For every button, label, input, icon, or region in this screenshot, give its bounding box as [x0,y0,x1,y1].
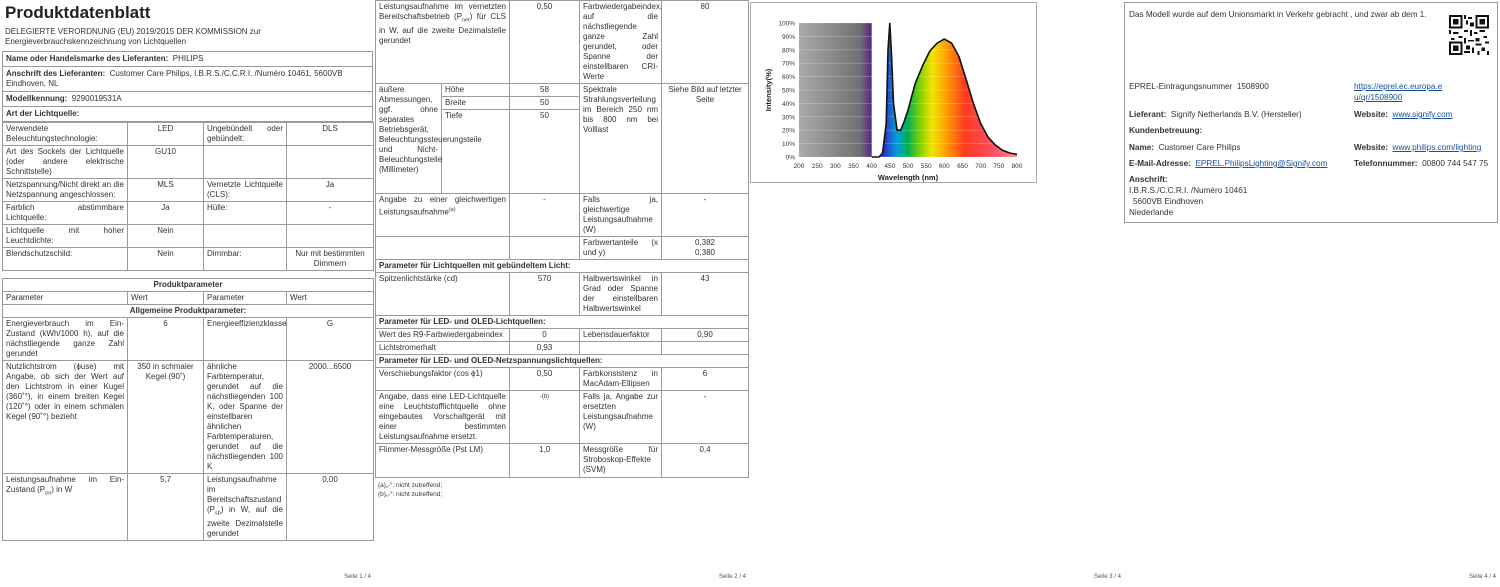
onmode-power-tail: ) in W [51,485,73,494]
depth-label: Tiefe [442,110,510,194]
table-row [3,361,374,474]
replace-power-value: - [662,391,749,444]
net-standby-tail: ) für CLS in W, auf die zweite Dezimalstelle gerundet [379,12,506,45]
y-tick-label: 20% [781,127,795,135]
envelope-label: Hülle: [204,202,287,225]
model-row [2,92,373,107]
macadam-value: 6 [662,368,749,391]
tech-value: LED [128,123,204,146]
col-value-header: Wert [128,292,204,305]
onmode-power-sub: on [45,490,52,497]
envelope-value: - [287,202,374,225]
col-value-header: Wert [287,292,374,305]
equiv-power-value: - [662,194,749,237]
y-tick-label: 90% [781,33,795,41]
page-2 [375,0,750,587]
table-row [376,316,749,329]
cri-value: 80 [662,1,749,84]
replace-value: -(b) [510,391,580,444]
mains-header: Parameter für LED- und OLED-Netzspannungslichtquellen: [376,355,749,368]
empty-cell [376,237,510,260]
net-standby-label [376,1,510,84]
chroma-value [662,237,749,260]
eprel-label: EPREL-Eintragungsnummer [1129,82,1233,91]
x-tick-label: 500 [902,163,914,170]
tunable-label: Farblich abstimmbare Lichtquelle: [3,202,128,225]
dimmable-value: Nur mit bestimmten Dimmern [287,248,374,271]
table-row [3,225,374,248]
table-row [376,260,749,273]
col-param-header: Parameter [3,292,128,305]
antiglare-value: Nein [128,248,204,271]
table-row [376,1,749,84]
replace-label: Angabe, dass eine LED-Lichtquelle eine Leuchtstofflichtquelle ohne eingebautes Vorschaltgerät mit einer bestimmten Leistungsaufnahme ersetzt. [376,391,510,444]
page-number: Seite 1 / 4 [343,573,371,580]
peak-label: Spitzenlichtstärke (cd) [376,273,510,316]
x-tick-label: 200 [793,163,805,170]
flicker-label: Flimmer-Messgröße (Pst LM) [376,444,510,478]
width-label: Breite [442,97,510,110]
page-number: Seite 2 / 4 [718,573,746,580]
phone-row [1354,158,1499,169]
chroma-x: 0,382 [694,238,716,247]
table-row [376,444,749,478]
service-website-link[interactable]: www.philips.com/lighting [1392,143,1482,152]
x-tick-label: 300 [829,163,841,170]
footnote-b: (b)„-“: nicht zutreffend; [378,491,443,498]
energy-consumption-value: 6 [128,318,204,361]
eprel-number-row [1129,81,1349,92]
height-value: 58 [510,84,580,97]
maintenance-value: 0,93 [510,342,580,355]
lifetime-value: 0,90 [662,329,749,342]
standby-power-sub: sb [215,510,221,517]
cap-value: GU10 [128,146,204,179]
table-row [3,146,374,179]
eprel-box [1124,2,1498,223]
empty-cell [287,146,374,179]
type-header: Art der Lichtquelle: [2,107,373,122]
x-tick-label: 550 [920,163,932,170]
equiv-value: - [510,194,580,237]
supplier-address-row [2,67,373,92]
y-tick-label: 60% [781,74,795,82]
supplier-value: Signify Netherlands B.V. (Hersteller) [1170,110,1302,119]
spectral-label: Spektrale Strahlungsverteilung im Bereich 250 nm bis 800 nm bei Volllast [580,84,662,194]
net-standby-value: 0,50 [510,1,580,84]
general-params-header: Allgemeine Produktparameter: [3,305,374,318]
dimmable-label: Dimmbar: [204,248,287,271]
energy-class-value: G [287,318,374,361]
empty-cell [510,237,580,260]
email-link[interactable]: EPREL.PhilipsLighting@Signify.com [1195,159,1328,168]
address-block [1129,174,1349,218]
website-label: Website: [1354,110,1388,119]
tunable-value: Ja [128,202,204,225]
cct-value: 2000...6500 [287,361,374,474]
lifetime-label: Lebensdauerfaktor [580,329,662,342]
supplier-address-label: Anschrift des Lieferanten: [6,69,106,78]
page2-table [375,0,749,478]
directional-label: Ungebündelt oder gebündelt: [204,123,287,146]
onmode-power-text: Leistungsaufnahme im Ein-Zustand (P [6,475,124,494]
equiv-sup: (a) [448,207,456,213]
table-row [3,305,374,318]
table-row [376,237,749,260]
cls-label: Vernetzte Lichtquelle (CLS): [204,179,287,202]
luminous-flux-value: 350 in schmaler Kegel (90˚) [128,361,204,474]
col-param-header: Parameter [204,292,287,305]
supplier-name-value: PHILIPS [172,54,204,63]
maintenance-label: Lichtstromerhalt [376,342,510,355]
supplier-name-row [2,51,373,67]
x-tick-label: 800 [1011,163,1023,170]
supplier-website-link[interactable]: www.signify.com [1392,110,1453,119]
table-row [3,248,374,271]
standby-power-label [204,474,287,541]
x-tick-label: 600 [938,163,950,170]
address-label: Anschrift: [1129,175,1168,184]
replace-power-label: Falls ja, Angabe zur ersetzten Leistungsaufnahme (W) [580,391,662,444]
standby-power-text: Leistungsaufnahme im Bereitschaftszustand (P [207,475,282,514]
dimensions-label: äußere Abmessungen, ggf. ohne separates Betriebsgerät, Beleuchtungssteuerungsteile und Nicht-Beleuchtungsteile (Millimeter) [376,84,442,194]
name-value: Customer Care Philips [1158,143,1241,152]
name-label: Name: [1129,143,1155,152]
table-row [376,273,749,316]
energy-consumption-label: Energieverbrauch im Ein-Zustand (kWh/1000 h), auf die nächstliegende ganze Zahl gerundet [3,318,128,361]
type-table [2,122,374,541]
energy-class-label: Energieeffizienzklasse [204,318,287,361]
directional-header: Parameter für Lichtquellen mit gebündeltem Licht: [376,260,749,273]
email-label: E-Mail-Adresse: [1129,159,1191,168]
service-label: Kundenbetreuung: [1129,126,1203,135]
page-number: Seite 3 / 4 [1093,573,1121,580]
table-row [3,292,374,305]
y-axis-ticks [778,21,795,162]
x-tick-label: 700 [975,163,987,170]
mains-value: MLS [128,179,204,202]
mains-label: Netzspannung/Nicht direkt an die Netzspannung angeschlossen: [3,179,128,202]
product-params-header: Produktparameter [3,279,374,292]
dpf-value: 0,50 [510,368,580,391]
table-row [3,202,374,225]
table-row [376,194,749,237]
email-row [1129,158,1351,169]
supplier-name-label: Name oder Handelsmarke des Lieferanten: [6,54,169,63]
page-number: Seite 4 / 4 [1468,573,1496,580]
table-row [3,318,374,361]
cap-label: Art des Sockels der Lichtquelle (oder andere elektrische Schnittstelle) [3,146,128,179]
table-row [3,474,374,541]
empty-cell [580,342,662,355]
r9-value: 0 [510,329,580,342]
eprel-value: 1508900 [1236,82,1269,91]
supplier-label: Lieferant: [1129,110,1167,119]
y-tick-label: 80% [781,47,795,55]
empty-cell [662,342,749,355]
x-tick-label: 350 [848,163,859,170]
width-value: 50 [510,97,580,110]
spectral-chart-svg [751,3,1036,182]
y-tick-label: 50% [781,87,795,95]
equiv-power-label: Falls ja, gleichwertige Leistungsaufnahme (W) [580,194,662,237]
y-tick-label: 10% [781,141,795,149]
x-tick-label: 650 [957,163,968,170]
beam-label: Halbwertswinkel in Grad oder Spanne der einstellbaren Halbwertswinkel [580,273,662,316]
address-line: 5600VB Eindhoven [1133,197,1204,206]
net-standby-sub: net [462,17,470,24]
table-row [376,329,749,342]
antiglare-label: Blendschutzschild: [3,248,128,271]
empty-cell [204,225,287,248]
supplier-address-value: Customer Care Philips, I.B.R.S./C.C.R.I. /Numéro 10461, 5600VB Eindhoven, NL [6,69,343,88]
onmode-power-value: 5,7 [128,474,204,541]
website-label: Website: [1354,143,1388,152]
depth-value: 50 [510,110,580,194]
footnote-a: (a)„-“: nicht zutreffend; [378,482,443,489]
phone-label: Telefonnummer: [1354,159,1418,168]
spectral-value: Siehe Bild auf letzter Seite [662,84,749,194]
chroma-y: 0,380 [694,248,716,257]
table-row [3,279,374,292]
directional-value: DLS [287,123,374,146]
spacer [3,271,374,279]
page-1 [0,0,375,587]
table-row [376,342,749,355]
y-tick-label: 0% [785,154,795,162]
x-axis-ticks [794,163,1023,170]
cct-label: ähnliche Farbtemperatur, gerundet auf die nächstliegenden 100 K, oder Spanne der einstellbaren ähnlichen Farbtemperaturen, gerundet auf die nächstliegenden 100 K [204,361,287,474]
chroma-label: Farbwertanteile (x und y) [580,237,662,260]
y-axis-label: Intensity(%) [764,68,773,112]
regulation-text: DELEGIERTE VERORDNUNG (EU) 2019/2015 DER KOMMISSION zur Energieverbrauchskennzeichnung von Lichtquellen [5,27,261,46]
table-row [3,123,374,146]
empty-cell [287,225,374,248]
r9-label: Wert des R9-Farbwiedergabeindex [376,329,510,342]
tech-label: Verwendete Beleuchtungstechnologie: [3,123,128,146]
dpf-label: Verschiebungsfaktor (cos ϕ1) [376,368,510,391]
eprel-link[interactable]: https://eprel.ec.europa.eu/qr/1508900 [1354,82,1443,102]
model-value: 9290019531A [71,94,122,103]
svm-label: Messgröße für Stroboskop-Effekte (SVM) [580,444,662,478]
net-standby-text: Leistungsaufnahme im vernetzten Bereitschaftsbetrieb (P [379,2,506,21]
market-text: Das Modell wurde auf dem Unionsmarkt in Verkehr gebracht , und zwar ab dem 1. [1129,10,1427,19]
qr-code-icon[interactable] [1449,15,1489,55]
table-row [3,179,374,202]
led-header: Parameter für LED- und OLED-Lichtquellen: [376,316,749,329]
beam-value: 43 [662,273,749,316]
page-title: Produktdatenblatt [5,3,151,22]
height-label: Höhe [442,84,510,97]
phone-value: 00800 744 547 75 [1422,159,1489,168]
hl-value: Nein [128,225,204,248]
x-axis-label: Wavelength (nm) [877,173,939,182]
peak-value: 570 [510,273,580,316]
equiv-text: Angabe zu einer gleichwertigen Leistungsaufnahme [379,195,506,217]
standby-power-value: 0,00 [287,474,374,541]
table-row [376,391,749,444]
supplier-row [1129,109,1349,120]
cri-label: Farbwiedergabeindex, auf die nächstliegende ganze Zahl gerundet, oder Spanne der einstellbaren CRI-Werte [580,1,662,84]
table-row [376,368,749,391]
spectral-chart [750,2,1037,183]
cls-value: Ja [287,179,374,202]
address-line: I.B.R.S./C.C.R.I. /Numéro 10461 [1129,186,1248,195]
address-line: Niederlande [1129,208,1174,217]
macadam-label: Farbkonsistenz in MacAdam-Ellipsen [580,368,662,391]
x-tick-label: 750 [993,163,1005,170]
svm-value: 0,4 [662,444,749,478]
empty-cell [204,146,287,179]
model-label: Modellkennung: [6,94,68,103]
standby-power-tail: ) in W, auf die zweite Dezimalstelle gerundet [207,505,283,538]
table-row [376,355,749,368]
y-tick-label: 30% [781,114,795,122]
service-website-row [1354,142,1499,153]
x-tick-label: 400 [866,163,878,170]
flicker-value: 1,0 [510,444,580,478]
y-tick-label: 100% [778,20,795,28]
hl-label: Lichtquelle mit hoher Leuchtdichte: [3,225,128,248]
supplier-website-row [1354,109,1494,120]
equiv-label [376,194,510,237]
table-row [376,84,749,97]
x-tick-label: 250 [811,163,823,170]
service-name-row [1129,142,1349,153]
onmode-power-label [3,474,128,541]
luminous-flux-label: Nutzlichtstrom (ϕuse) mit Angabe, ob sich der Wert auf den Lichtstrom in einer Kugel (360˚°), in einem breiten Kegel (120˚°) oder in einem schmalen Kegel (90˚°) bezieht [3,361,128,474]
y-tick-label: 40% [781,100,795,108]
y-tick-label: 70% [781,60,795,68]
x-tick-label: 450 [884,163,896,170]
